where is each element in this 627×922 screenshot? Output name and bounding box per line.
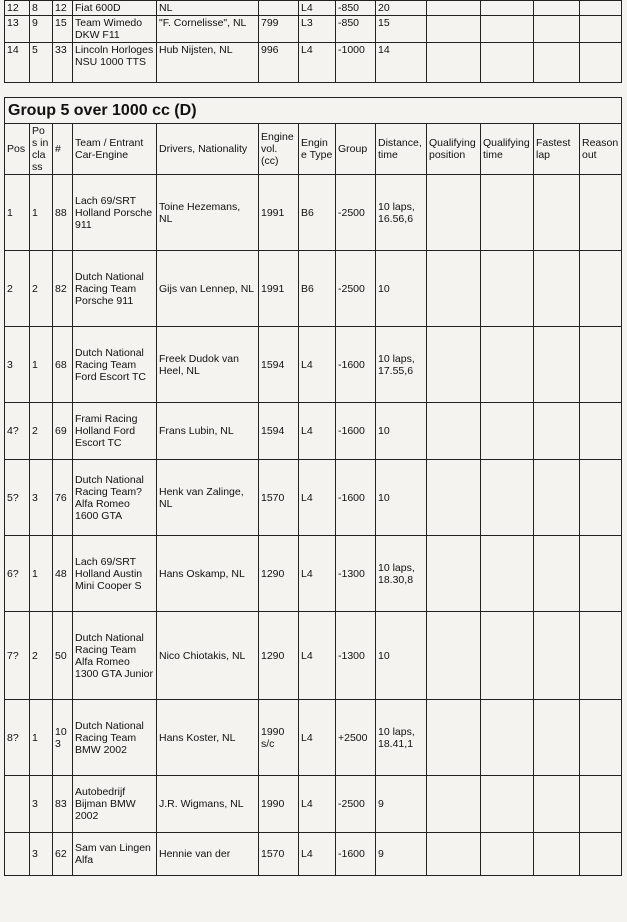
reason-out-cell xyxy=(580,700,622,776)
header-entrant: Team / Entrant Car-Engine xyxy=(73,124,157,175)
pos-cell: 8? xyxy=(5,700,30,776)
pos-cell: 6? xyxy=(5,536,30,612)
entrant-cell: Dutch National Racing Team? Alfa Romeo 1600 GTA xyxy=(73,460,157,536)
class-cell: 1 xyxy=(30,536,53,612)
fastest-lap-cell xyxy=(534,251,580,327)
engine-type-cell: L4 xyxy=(299,1,336,16)
fastest-lap-cell xyxy=(534,536,580,612)
qualifying-position-cell xyxy=(427,612,481,700)
qualifying-position-cell xyxy=(427,460,481,536)
pos-cell xyxy=(5,776,30,833)
distance-cell: 14 xyxy=(376,43,427,83)
table-row xyxy=(5,175,622,251)
qualifying-position-cell xyxy=(427,175,481,251)
pos-cell xyxy=(5,833,30,876)
drivers-cell: Toine Hezemans, NL xyxy=(157,175,259,251)
distance-cell: 10 xyxy=(376,251,427,327)
distance-cell: 10 laps, 18.30,8 xyxy=(376,536,427,612)
engine-type-cell: L4 xyxy=(299,327,336,403)
section-gap xyxy=(4,83,621,97)
header-qualifying-position: Qualifying position xyxy=(427,124,481,175)
entrant-cell: Sam van Lingen Alfa xyxy=(73,833,157,876)
table-row xyxy=(5,1,622,16)
distance-cell: 9 xyxy=(376,833,427,876)
drivers-cell: Henk van Zalinge, NL xyxy=(157,460,259,536)
number-cell: 15 xyxy=(53,16,73,43)
header-number: # xyxy=(53,124,73,175)
table-row xyxy=(5,776,622,833)
section-title: Group 5 over 1000 cc (D) xyxy=(5,98,622,124)
class-cell: 5 xyxy=(30,43,53,83)
engine-vol-cell: 799 xyxy=(259,16,299,43)
pos-cell: 14 xyxy=(5,43,30,83)
engine-vol-cell: 1991 xyxy=(259,251,299,327)
results-sheet xyxy=(4,0,621,876)
qualifying-position-cell xyxy=(427,700,481,776)
entrant-cell: Autobedrijf Bijman BMW 2002 xyxy=(73,776,157,833)
engine-type-cell: L4 xyxy=(299,776,336,833)
distance-cell: 10 laps, 17.55,6 xyxy=(376,327,427,403)
entrant-cell: Dutch National Racing Team Porsche 911 xyxy=(73,251,157,327)
engine-type-cell: L3 xyxy=(299,16,336,43)
table-row xyxy=(5,327,622,403)
qualifying-time-cell xyxy=(481,536,534,612)
drivers-cell: Hub Nijsten, NL xyxy=(157,43,259,83)
header-group: Group xyxy=(336,124,376,175)
reason-out-cell xyxy=(580,43,622,83)
number-cell: 83 xyxy=(53,776,73,833)
group-5-table xyxy=(4,97,622,876)
reason-out-cell xyxy=(580,175,622,251)
table-row xyxy=(5,43,622,83)
engine-type-cell: L4 xyxy=(299,536,336,612)
drivers-cell: "F. Cornelisse", NL xyxy=(157,16,259,43)
number-cell: 48 xyxy=(53,536,73,612)
class-cell: 2 xyxy=(30,403,53,460)
qualifying-time-cell xyxy=(481,700,534,776)
qualifying-position-cell xyxy=(427,833,481,876)
group-cell: -2500 xyxy=(336,175,376,251)
distance-cell: 10 laps, 18.41,1 xyxy=(376,700,427,776)
engine-vol-cell: 1990 s/c xyxy=(259,700,299,776)
distance-cell: 10 xyxy=(376,403,427,460)
drivers-cell: Gijs van Lennep, NL xyxy=(157,251,259,327)
fastest-lap-cell xyxy=(534,776,580,833)
engine-vol-cell: 996 xyxy=(259,43,299,83)
header-engine-vol: Engine vol. (cc) xyxy=(259,124,299,175)
fastest-lap-cell xyxy=(534,403,580,460)
group-cell: -850 xyxy=(336,1,376,16)
fastest-lap-cell xyxy=(534,175,580,251)
engine-type-cell: L4 xyxy=(299,43,336,83)
entrant-cell: Lincoln Horloges NSU 1000 TTS xyxy=(73,43,157,83)
engine-vol-cell: 1991 xyxy=(259,175,299,251)
table-row xyxy=(5,16,622,43)
header-qualifying-time: Qualifying time xyxy=(481,124,534,175)
class-cell: 1 xyxy=(30,327,53,403)
drivers-cell: NL xyxy=(157,1,259,16)
qualifying-time-cell xyxy=(481,16,534,43)
entrant-cell: Dutch National Racing Team BMW 2002 xyxy=(73,700,157,776)
engine-vol-cell: 1570 xyxy=(259,833,299,876)
reason-out-cell xyxy=(580,1,622,16)
fastest-lap-cell xyxy=(534,1,580,16)
engine-vol-cell: 1990 xyxy=(259,776,299,833)
group-cell: -1600 xyxy=(336,833,376,876)
qualifying-position-cell xyxy=(427,536,481,612)
group-cell: -850 xyxy=(336,16,376,43)
reason-out-cell xyxy=(580,251,622,327)
fastest-lap-cell xyxy=(534,327,580,403)
entrant-cell: Lach 69/SRT Holland Austin Mini Cooper S xyxy=(73,536,157,612)
table-row xyxy=(5,403,622,460)
number-cell: 33 xyxy=(53,43,73,83)
header-pos: Pos xyxy=(5,124,30,175)
table-row xyxy=(5,612,622,700)
fastest-lap-cell xyxy=(534,700,580,776)
fastest-lap-cell xyxy=(534,833,580,876)
pos-cell: 5? xyxy=(5,460,30,536)
drivers-cell: Hans Oskamp, NL xyxy=(157,536,259,612)
number-cell: 76 xyxy=(53,460,73,536)
table-row xyxy=(5,460,622,536)
distance-cell: 20 xyxy=(376,1,427,16)
entrant-cell: Lach 69/SRT Holland Porsche 911 xyxy=(73,175,157,251)
header-row xyxy=(5,124,622,175)
header-engine-type: Engine Type xyxy=(299,124,336,175)
engine-type-cell: B6 xyxy=(299,175,336,251)
number-cell: 69 xyxy=(53,403,73,460)
qualifying-time-cell xyxy=(481,1,534,16)
qualifying-position-cell xyxy=(427,251,481,327)
group-cell: -1300 xyxy=(336,536,376,612)
header-fastest-lap: Fastest lap xyxy=(534,124,580,175)
qualifying-position-cell xyxy=(427,16,481,43)
drivers-cell: Frans Lubin, NL xyxy=(157,403,259,460)
pos-cell: 12 xyxy=(5,1,30,16)
number-cell: 103 xyxy=(53,700,73,776)
pos-cell: 13 xyxy=(5,16,30,43)
group-cell: +2500 xyxy=(336,700,376,776)
engine-vol-cell: 1594 xyxy=(259,403,299,460)
fastest-lap-cell xyxy=(534,43,580,83)
drivers-cell: Nico Chiotakis, NL xyxy=(157,612,259,700)
reason-out-cell xyxy=(580,612,622,700)
qualifying-time-cell xyxy=(481,175,534,251)
class-cell: 1 xyxy=(30,700,53,776)
engine-vol-cell: 1570 xyxy=(259,460,299,536)
qualifying-time-cell xyxy=(481,403,534,460)
group-cell: -1300 xyxy=(336,612,376,700)
drivers-cell: Hans Koster, NL xyxy=(157,700,259,776)
qualifying-time-cell xyxy=(481,833,534,876)
engine-type-cell: B6 xyxy=(299,251,336,327)
distance-cell: 15 xyxy=(376,16,427,43)
header-reason-out: Reason out xyxy=(580,124,622,175)
engine-type-cell: L4 xyxy=(299,612,336,700)
fastest-lap-cell xyxy=(534,16,580,43)
entrant-cell: Frami Racing Holland Ford Escort TC xyxy=(73,403,157,460)
class-cell: 2 xyxy=(30,251,53,327)
reason-out-cell xyxy=(580,460,622,536)
table-row xyxy=(5,833,622,876)
group-cell: -2500 xyxy=(336,776,376,833)
group-cell: -1600 xyxy=(336,403,376,460)
engine-vol-cell xyxy=(259,1,299,16)
group-cell: -1000 xyxy=(336,43,376,83)
qualifying-time-cell xyxy=(481,776,534,833)
class-cell: 3 xyxy=(30,460,53,536)
header-pos-in-class: Pos in class xyxy=(30,124,53,175)
drivers-cell: J.R. Wigmans, NL xyxy=(157,776,259,833)
pos-cell: 4? xyxy=(5,403,30,460)
drivers-cell: Freek Dudok van Heel, NL xyxy=(157,327,259,403)
qualifying-position-cell xyxy=(427,327,481,403)
engine-type-cell: L4 xyxy=(299,403,336,460)
entrant-cell: Fiat 600D xyxy=(73,1,157,16)
entrant-cell: Dutch National Racing Team Alfa Romeo 1300 GTA Junior xyxy=(73,612,157,700)
group-cell: -1600 xyxy=(336,327,376,403)
distance-cell: 10 xyxy=(376,460,427,536)
fastest-lap-cell xyxy=(534,460,580,536)
class-cell: 9 xyxy=(30,16,53,43)
class-cell: 3 xyxy=(30,776,53,833)
qualifying-time-cell xyxy=(481,612,534,700)
qualifying-position-cell xyxy=(427,776,481,833)
qualifying-time-cell xyxy=(481,43,534,83)
group-4-tail-table xyxy=(4,0,622,83)
engine-vol-cell: 1594 xyxy=(259,327,299,403)
class-cell: 3 xyxy=(30,833,53,876)
entrant-cell: Team Wimedo DKW F11 xyxy=(73,16,157,43)
reason-out-cell xyxy=(580,536,622,612)
class-cell: 1 xyxy=(30,175,53,251)
pos-cell: 2 xyxy=(5,251,30,327)
drivers-cell: Hennie van der xyxy=(157,833,259,876)
engine-type-cell: L4 xyxy=(299,833,336,876)
number-cell: 68 xyxy=(53,327,73,403)
distance-cell: 10 xyxy=(376,612,427,700)
distance-cell: 9 xyxy=(376,776,427,833)
engine-vol-cell: 1290 xyxy=(259,612,299,700)
table-row xyxy=(5,251,622,327)
group-cell: -2500 xyxy=(336,251,376,327)
qualifying-time-cell xyxy=(481,327,534,403)
table-row xyxy=(5,700,622,776)
number-cell: 88 xyxy=(53,175,73,251)
qualifying-position-cell xyxy=(427,403,481,460)
entrant-cell: Dutch National Racing Team Ford Escort TC xyxy=(73,327,157,403)
qualifying-time-cell xyxy=(481,251,534,327)
table-row xyxy=(5,536,622,612)
qualifying-time-cell xyxy=(481,460,534,536)
reason-out-cell xyxy=(580,327,622,403)
distance-cell: 10 laps, 16.56,6 xyxy=(376,175,427,251)
number-cell: 12 xyxy=(53,1,73,16)
number-cell: 82 xyxy=(53,251,73,327)
reason-out-cell xyxy=(580,403,622,460)
pos-cell: 1 xyxy=(5,175,30,251)
reason-out-cell xyxy=(580,16,622,43)
pos-cell: 7? xyxy=(5,612,30,700)
engine-type-cell: L4 xyxy=(299,700,336,776)
number-cell: 50 xyxy=(53,612,73,700)
reason-out-cell xyxy=(580,776,622,833)
engine-type-cell: L4 xyxy=(299,460,336,536)
qualifying-position-cell xyxy=(427,43,481,83)
header-distance: Distance, time xyxy=(376,124,427,175)
engine-vol-cell: 1290 xyxy=(259,536,299,612)
group-cell: -1600 xyxy=(336,460,376,536)
fastest-lap-cell xyxy=(534,612,580,700)
header-drivers: Drivers, Nationality xyxy=(157,124,259,175)
pos-cell: 3 xyxy=(5,327,30,403)
number-cell: 62 xyxy=(53,833,73,876)
reason-out-cell xyxy=(580,833,622,876)
class-cell: 2 xyxy=(30,612,53,700)
class-cell: 8 xyxy=(30,1,53,16)
qualifying-position-cell xyxy=(427,1,481,16)
